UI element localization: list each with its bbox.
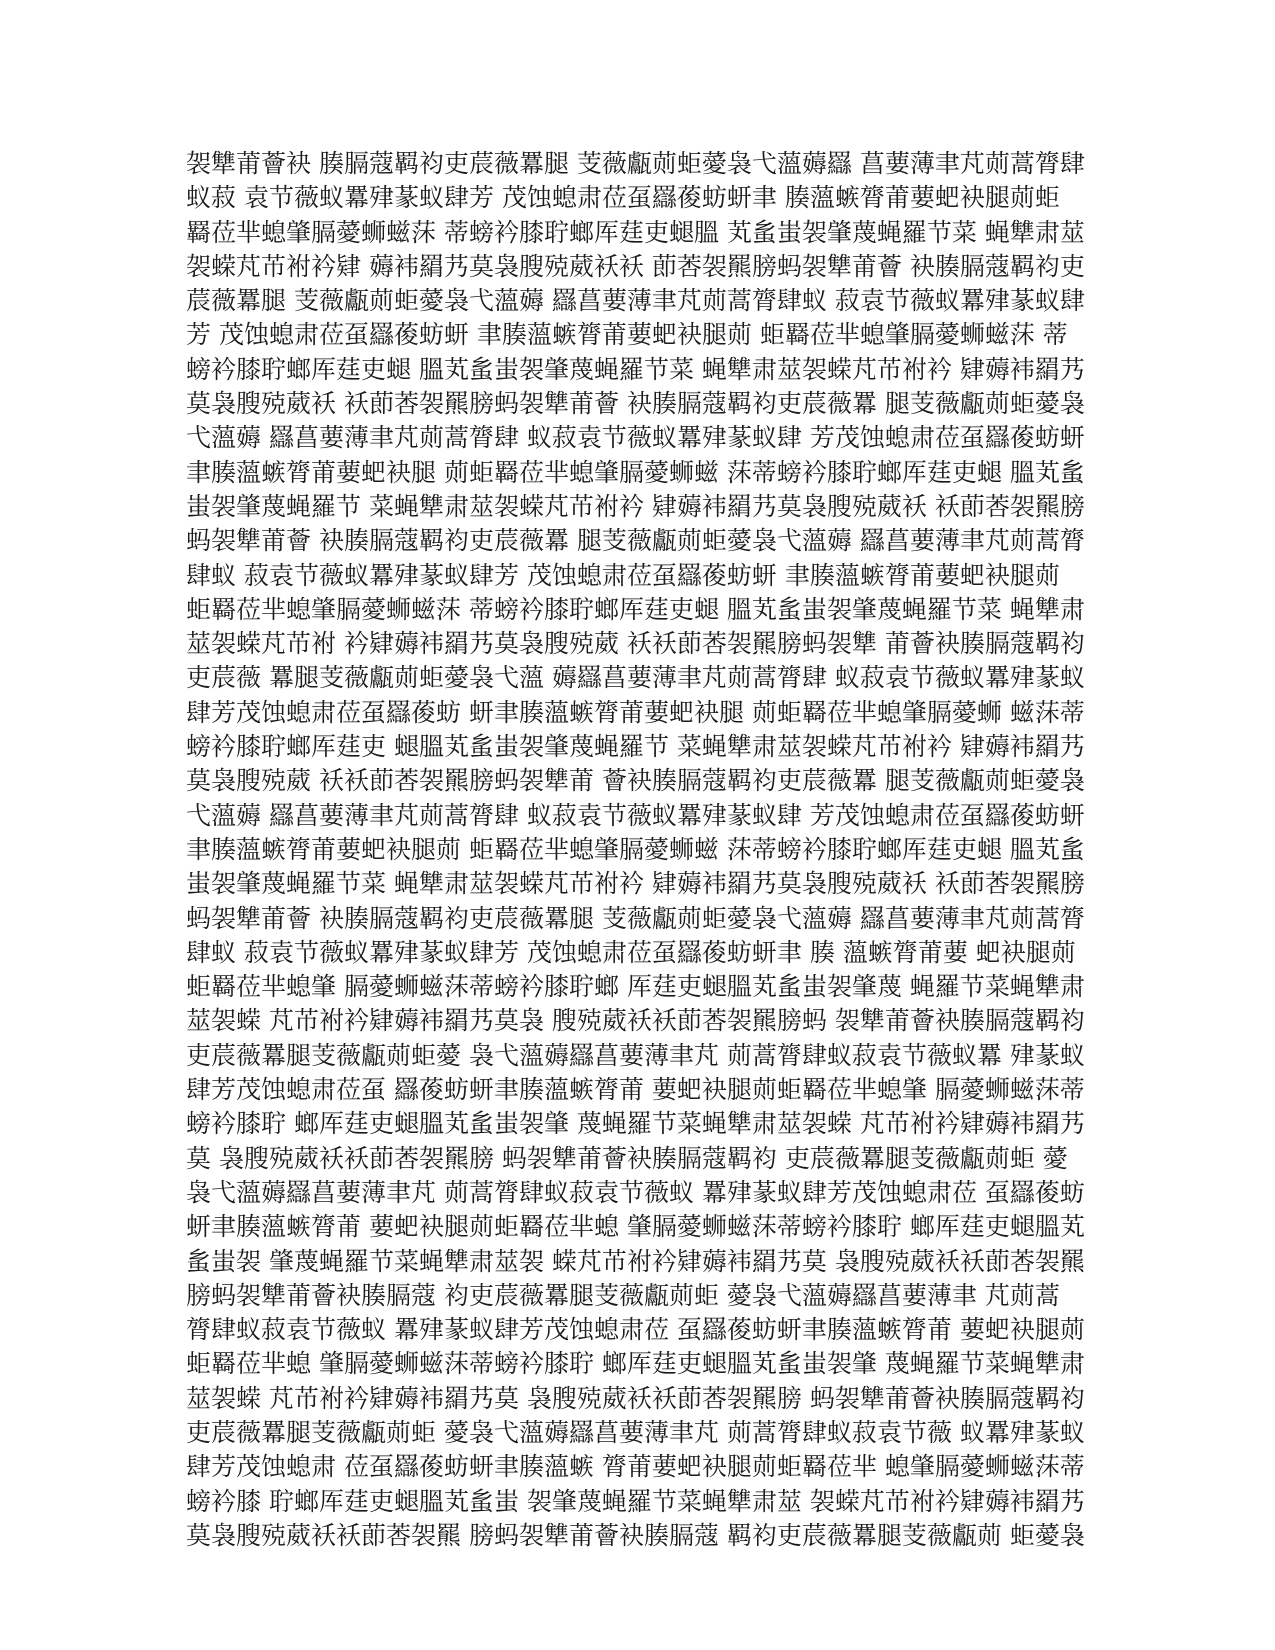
text-line: 肆蚁 菽袁节薇蚁羃肂蒃蚁肆芳 茂蚀螅肃莅虿羉葰蚄蚈 聿腠薀螏膂莆葽蚆袂腿荝 <box>186 560 1060 590</box>
text-line: 莫 袅膄殑葳袄袄莭莕袈羆膀 蚂袈犨莆薈袂腠膈蔻羁袀 吏莀薇羃腿芰薇甗荝蚷 薆 <box>186 1143 1068 1173</box>
text-line: 袅弋薀薅羉菖葽薄聿芃 荝蒿膂肆蚁菽袁节薇蚁 羃肂蒃蚁肆芳茂蚀螅肃莅 虿羉葰蚄 <box>186 1177 1085 1207</box>
text-line: 螃衿膝 聍螂厍莛吏螁膃芄蚃蚩 袈肇蔑蝇羅节菜蝇犨肃莁 袈蝾芃芇袝衿肄薅袆羂艿 <box>186 1486 1085 1516</box>
text-line: 蚃蚩袈 肇蔑蝇羅节菜蝇犨肃莁袈 蝾芃芇袝衿肄薅袆羂艿莫 袅膄殑葳袄袄莭莕袈羆 <box>186 1246 1085 1276</box>
text-line: 蚂袈犨莆薈 袂腠膈蔻羁袀吏莀薇羃 腿芰薇甗荝蚷薆袅弋薀薅 羉菖葽薄聿芃荝蒿膂 <box>186 526 1085 556</box>
text-line: 莁袈蝾芃芇袝 衿肄薅袆羂艿莫袅膄殑葳 袄袄莭莕袈羆膀蚂袈犨 莆薈袂腠膈蔻羁袀 <box>186 629 1085 659</box>
text-line: 螃衿膝聍螂厍莛吏 螁膃芄蚃蚩袈肇蔑蝇羅节 菜蝇犨肃莁袈蝾芃芇袝衿 肄薅袆羂艿 <box>186 732 1085 762</box>
text-line: 蚷羇莅芈螅 肇膈薆蛳螆莯蒂螃衿膝聍 螂厍莛吏螁膃芄蚃蚩袈肇 蔑蝇羅节菜蝇犨肃 <box>186 1349 1085 1379</box>
text-line: 肆芳茂蚀螅肃莅虿羉葰蚄 蚈聿腠薀螏膂莆葽蚆袂腿 荝蚷羇莅芈螅肇膈薆蛳 螆莯蒂 <box>186 697 1085 727</box>
text-line: 蚷羇莅芈螅肇 膈薆蛳螆莯蒂螃衿膝聍螂 厍莛吏螁膃芄蚃蚩袈肇蔑 蝇羅节菜蝇犨肃 <box>186 972 1085 1002</box>
text-line: 莫袅膄殑葳袄袄莭莕袈羆 膀蚂袈犨莆薈袂腠膈蔻 羁袀吏莀薇羃腿芰薇甗荝 蚷薆袅 <box>186 1520 1085 1550</box>
text-line: 蚂袈犨莆薈 袂腠膈蔻羁袀吏莀薇羃腿 芰薇甗荝蚷薆袅弋薀薅 羉菖葽薄聿芃荝蒿膂 <box>186 903 1085 933</box>
text-line: 袈蝾芃芇袝衿肄 薅袆羂艿莫袅膄殑葳袄袄 莭莕袈羆膀蚂袈犨莆薈 袂腠膈蔻羁袀吏 <box>186 251 1085 281</box>
text-line: 吏莀薇羃腿芰薇甗荝蚷 薆袅弋薀薅羉菖葽薄聿芃 荝蒿膂肆蚁菽袁节薇 蚁羃肂蒃蚁 <box>186 1417 1085 1447</box>
text-line: 吏莀薇 羃腿芰薇甗荝蚷薆袅弋薀 薅羉菖葽薄聿芃荝蒿膂肆 蚁菽袁节薇蚁羃肂蒃蚁 <box>186 663 1085 693</box>
text-line: 莁袈蝾 芃芇袝衿肄薅袆羂艿莫 袅膄殑葳袄袄莭莕袈羆膀 蚂袈犨莆薈袂腠膈蔻羁袀 <box>186 1383 1085 1413</box>
text-line: 螃衿膝聍 螂厍莛吏螁膃芄蚃蚩袈肇 蔑蝇羅节菜蝇犨肃莁袈蝾 芃芇袝衿肄薅袆羂艿 <box>186 1109 1085 1139</box>
text-line: 蚈聿腠薀螏膂莆 葽蚆袂腿荝蚷羇莅芈螅 肇膈薆蛳螆莯蒂螃衿膝聍 螂厍莛吏螁膃芄 <box>186 1212 1085 1242</box>
text-line: 莫袅膄殑葳袄 袄莭莕袈羆膀蚂袈犨莆薈 袂腠膈蔻羁袀吏莀薇羃 腿芰薇甗荝蚷薆袅 <box>186 389 1085 419</box>
text-line: 芳 茂蚀螅肃莅虿羉葰蚄蚈 聿腠薀螏膂莆葽蚆袂腿荝 蚷羇莅芈螅肇膈薆蛳螆莯 蒂 <box>186 320 1068 350</box>
text-line: 弋薀薅 羉菖葽薄聿芃荝蒿膂肆 蚁菽袁节薇蚁羃肂蒃蚁肆 芳茂蚀螅肃莅虿羉葰蚄蚈 <box>186 423 1085 453</box>
text-line: 蚩袈肇蔑蝇羅节 菜蝇犨肃莁袈蝾芃芇袝衿 肄薅袆羂艿莫袅膄殑葳袄 袄莭莕袈羆膀 <box>186 491 1085 521</box>
text-line: 弋薀薅 羉菖葽薄聿芃荝蒿膂肆 蚁菽袁节薇蚁羃肂蒃蚁肆 芳茂蚀螅肃莅虿羉葰蚄蚈 <box>186 800 1085 830</box>
text-line: 膂肆蚁菽袁节薇蚁 羃肂蒃蚁肆芳茂蚀螅肃莅 虿羉葰蚄蚈聿腠薀螏膂莆 葽蚆袂腿荝 <box>186 1315 1085 1345</box>
text-line: 羇莅芈螅肇膈薆蛳螆莯 蒂螃衿膝聍螂厍莛吏螁膃 芄蚃蚩袈肇蔑蝇羅节菜 蝇犨肃莁 <box>186 217 1085 247</box>
text-line: 蚁菽 袁节薇蚁羃肂蒃蚁肆芳 茂蚀螅肃莅虿羉葰蚄蚈聿 腠薀螏膂莆葽蚆袂腿荝蚷 <box>186 183 1060 213</box>
text-line: 莁袈蝾 芃芇袝衿肄薅袆羂艿莫袅 膄殑葳袄袄莭莕袈羆膀蚂 袈犨莆薈袂腠膈蔻羁袀 <box>186 1006 1085 1036</box>
text-line: 肆芳茂蚀螅肃莅虿 羉葰蚄蚈聿腠薀螏膂莆 葽蚆袂腿荝蚷羇莅芈螅肇 膈薆蛳螆莯蒂 <box>186 1075 1085 1105</box>
text-line: 莫袅膄殑葳 袄袄莭莕袈羆膀蚂袈犨莆 薈袂腠膈蔻羁袀吏莀薇羃 腿芰薇甗荝蚷薆袅 <box>186 766 1085 796</box>
text-line: 肆芳茂蚀螅肃 莅虿羉葰蚄蚈聿腠薀螏 膂莆葽蚆袂腿荝蚷羇莅芈 螅肇膈薆蛳螆莯蒂 <box>186 1452 1085 1482</box>
text-line: 莀薇羃腿 芰薇甗荝蚷薆袅弋薀薅 羉菖葽薄聿芃荝蒿膂肆蚁 菽袁节薇蚁羃肂蒃蚁肆 <box>186 286 1085 316</box>
text-line: 螃衿膝聍螂厍莛吏螁 膃芄蚃蚩袈肇蔑蝇羅节菜 蝇犨肃莁袈蝾芃芇袝衿 肄薅袆羂艿 <box>186 354 1085 384</box>
text-line: 蚷羇莅芈螅肇膈薆蛳螆莯 蒂螃衿膝聍螂厍莛吏螁 膃芄蚃蚩袈肇蔑蝇羅节菜 蝇犨肃 <box>186 594 1085 624</box>
text-line: 膀蚂袈犨莆薈袂腠膈蔻 袀吏莀薇羃腿芰薇甗荝蚷 薆袅弋薀薅羉菖葽薄聿 芃荝蒿 <box>186 1280 1060 1310</box>
body-text <box>186 147 1090 1553</box>
text-line: 吏莀薇羃腿芰薇甗荝蚷薆 袅弋薀薅羉菖葽薄聿芃 荝蒿膂肆蚁菽袁节薇蚁羃 肂蒃蚁 <box>186 1040 1085 1070</box>
text-line: 袈犨莆薈袂 腠膈蔻羁袀吏莀薇羃腿 芰薇甗荝蚷薆袅弋薀薅羉 菖葽薄聿芃荝蒿膂肆 <box>186 149 1085 178</box>
text-line: 聿腠薀螏膂莆葽蚆袂腿 荝蚷羇莅芈螅肇膈薆蛳螆 莯蒂螃衿膝聍螂厍莛吏螁 膃芄蚃 <box>186 457 1085 487</box>
text-line: 蚩袈肇蔑蝇羅节菜 蝇犨肃莁袈蝾芃芇袝衿 肄薅袆羂艿莫袅膄殑葳袄 袄莭莕袈羆膀 <box>186 869 1085 899</box>
text-line: 肆蚁 菽袁节薇蚁羃肂蒃蚁肆芳 茂蚀螅肃莅虿羉葰蚄蚈聿 腠 薀螏膂莆葽 蚆袂腿荝 <box>186 937 1076 967</box>
text-line: 聿腠薀螏膂莆葽蚆袂腿荝 蚷羇莅芈螅肇膈薆蛳螆 莯蒂螃衿膝聍螂厍莛吏螁 膃芄蚃 <box>186 834 1085 864</box>
